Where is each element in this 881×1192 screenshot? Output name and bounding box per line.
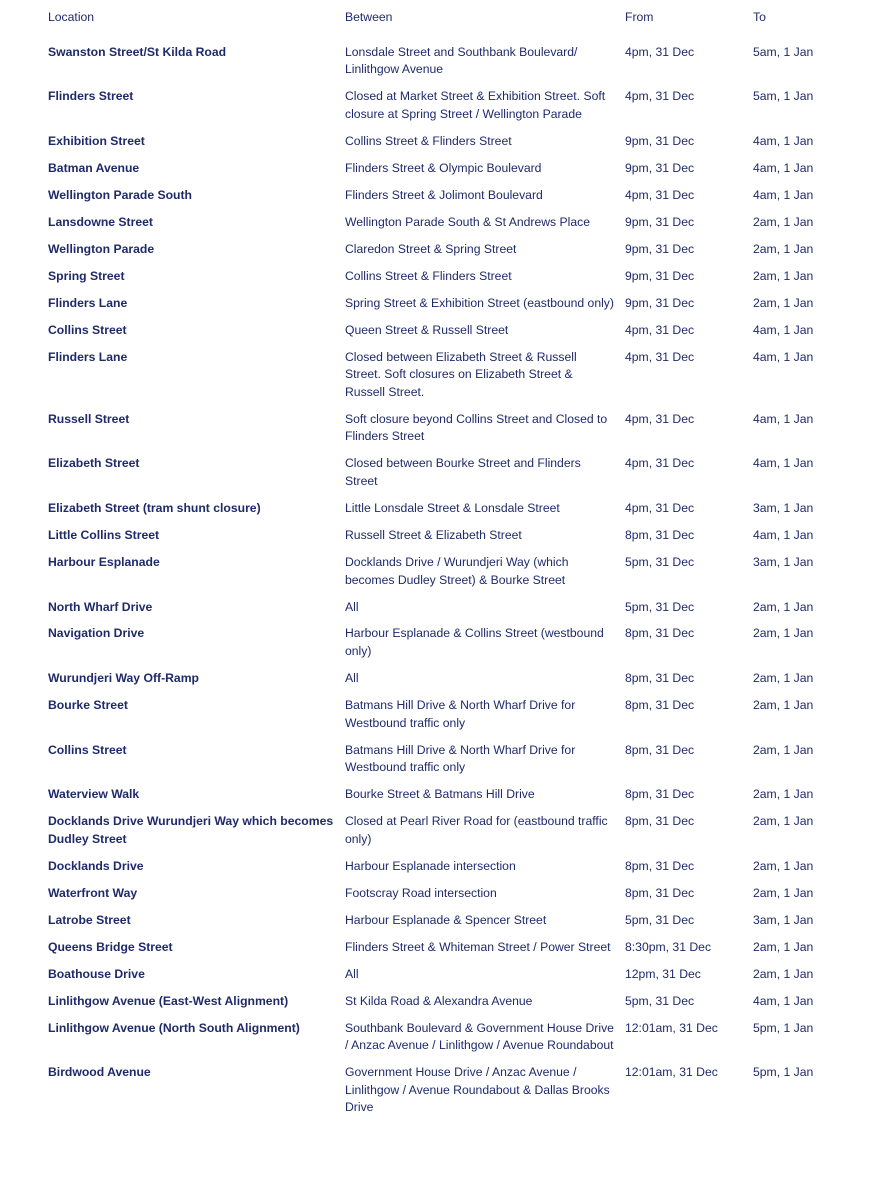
cell-between: Queen Street & Russell Street bbox=[345, 322, 509, 337]
cell-between: Collins Street & Flinders Street bbox=[345, 268, 512, 283]
table-row bbox=[48, 599, 848, 626]
cell-location: Waterview Walk bbox=[48, 787, 140, 802]
cell-to: 5am, 1 Jan bbox=[753, 44, 814, 59]
cell-from: 9pm, 31 Dec bbox=[625, 133, 695, 148]
cell-location: Linlithgow Avenue (North South Alignment) bbox=[48, 1020, 300, 1035]
cell-between: Government House Drive / Anzac Avenue / Linlithgow / Avenue Roundabout & Dallas Brooks Drive bbox=[345, 1065, 610, 1115]
cell-from: 9pm, 31 Dec bbox=[625, 160, 695, 175]
cell-from: 8pm, 31 Dec bbox=[625, 787, 695, 802]
cell-to: 4am, 1 Jan bbox=[753, 133, 814, 148]
table-row bbox=[48, 1064, 848, 1126]
cell-to: 5pm, 1 Jan bbox=[753, 1020, 814, 1035]
cell-from: 4pm, 31 Dec bbox=[625, 411, 695, 426]
column-header-location: Location bbox=[48, 10, 95, 24]
cell-to: 2am, 1 Jan bbox=[753, 599, 814, 614]
cell-between: Wellington Parade South & St Andrews Place bbox=[345, 214, 591, 229]
cell-location: Navigation Drive bbox=[48, 626, 145, 641]
cell-to: 2am, 1 Jan bbox=[753, 626, 814, 641]
cell-location: Queens Bridge Street bbox=[48, 939, 173, 954]
cell-to: 4am, 1 Jan bbox=[753, 411, 814, 426]
cell-from: 8pm, 31 Dec bbox=[625, 698, 695, 713]
cell-between: All bbox=[345, 966, 359, 981]
cell-location: Wurundjeri Way Off-Ramp bbox=[48, 671, 199, 686]
cell-location: Flinders Lane bbox=[48, 349, 128, 364]
cell-between: Claredon Street & Spring Street bbox=[345, 241, 517, 256]
cell-between: All bbox=[345, 599, 359, 614]
table-row bbox=[48, 813, 848, 858]
table-row bbox=[48, 349, 848, 411]
cell-from: 8pm, 31 Dec bbox=[625, 814, 695, 829]
cell-from: 8pm, 31 Dec bbox=[625, 858, 695, 873]
cell-to: 4am, 1 Jan bbox=[753, 993, 814, 1008]
table-row bbox=[48, 527, 848, 554]
table-row bbox=[48, 268, 848, 295]
cell-from: 12:01am, 31 Dec bbox=[625, 1065, 718, 1080]
cell-to: 4am, 1 Jan bbox=[753, 456, 814, 471]
table-row bbox=[48, 885, 848, 912]
cell-from: 4pm, 31 Dec bbox=[625, 187, 695, 202]
cell-location: Batman Avenue bbox=[48, 160, 140, 175]
cell-location: North Wharf Drive bbox=[48, 599, 153, 614]
cell-location: Docklands Drive bbox=[48, 858, 144, 873]
cell-from: 4pm, 31 Dec bbox=[625, 456, 695, 471]
cell-from: 5pm, 31 Dec bbox=[625, 554, 695, 569]
cell-from: 8pm, 31 Dec bbox=[625, 671, 695, 686]
cell-from: 8pm, 31 Dec bbox=[625, 742, 695, 757]
cell-to: 4am, 1 Jan bbox=[753, 187, 814, 202]
table-row bbox=[48, 455, 848, 500]
cell-between: Lonsdale Street and Southbank Boulevard/ Linlithgow Avenue bbox=[345, 44, 578, 77]
cell-from: 8pm, 31 Dec bbox=[625, 885, 695, 900]
road-closures-table bbox=[48, 8, 848, 1126]
table-row bbox=[48, 786, 848, 813]
cell-from: 4pm, 31 Dec bbox=[625, 44, 695, 59]
cell-between: Footscray Road intersection bbox=[345, 885, 497, 900]
table-row bbox=[48, 411, 848, 456]
cell-to: 2am, 1 Jan bbox=[753, 858, 814, 873]
cell-from: 8:30pm, 31 Dec bbox=[625, 939, 712, 954]
cell-location: Linlithgow Avenue (East-West Alignment) bbox=[48, 993, 289, 1008]
cell-to: 2am, 1 Jan bbox=[753, 787, 814, 802]
cell-location: Spring Street bbox=[48, 268, 125, 283]
cell-between: Russell Street & Elizabeth Street bbox=[345, 527, 522, 542]
table-row bbox=[48, 670, 848, 697]
cell-between: Southbank Boulevard & Government House Drive / Anzac Avenue / Linlithgow / Avenue Roundabout bbox=[345, 1020, 614, 1053]
table-header-row bbox=[48, 8, 848, 44]
cell-location: Docklands Drive Wurundjeri Way which becomes Dudley Street bbox=[48, 814, 334, 846]
cell-to: 5am, 1 Jan bbox=[753, 89, 814, 104]
cell-between: Soft closure beyond Collins Street and Closed to Flinders Street bbox=[345, 411, 608, 444]
table-row bbox=[48, 554, 848, 599]
cell-between: Closed between Elizabeth Street & Russell Street. Soft closures on Elizabeth Street & Russell Street. bbox=[345, 349, 577, 399]
table-row bbox=[48, 295, 848, 322]
cell-location: Collins Street bbox=[48, 742, 127, 757]
cell-from: 9pm, 31 Dec bbox=[625, 214, 695, 229]
cell-to: 2am, 1 Jan bbox=[753, 295, 814, 310]
cell-location: Bourke Street bbox=[48, 698, 128, 713]
cell-location: Latrobe Street bbox=[48, 912, 131, 927]
cell-between: All bbox=[345, 671, 359, 686]
cell-between: St Kilda Road & Alexandra Avenue bbox=[345, 993, 533, 1008]
cell-from: 5pm, 31 Dec bbox=[625, 993, 695, 1008]
column-header-to: To bbox=[753, 10, 766, 24]
cell-to: 2am, 1 Jan bbox=[753, 742, 814, 757]
column-header-from: From bbox=[625, 10, 654, 24]
cell-to: 2am, 1 Jan bbox=[753, 966, 814, 981]
table-row bbox=[48, 322, 848, 349]
cell-between: Closed at Pearl River Road for (eastbound traffic only) bbox=[345, 814, 608, 846]
cell-from: 12:01am, 31 Dec bbox=[625, 1020, 718, 1035]
cell-between: Harbour Esplanade intersection bbox=[345, 858, 516, 873]
cell-to: 2am, 1 Jan bbox=[753, 214, 814, 229]
cell-from: 4pm, 31 Dec bbox=[625, 349, 695, 364]
cell-between: Flinders Street & Jolimont Boulevard bbox=[345, 187, 543, 202]
cell-location: Wellington Parade South bbox=[48, 187, 193, 202]
cell-between: Harbour Esplanade & Collins Street (westbound only) bbox=[345, 626, 604, 659]
cell-location: Lansdowne Street bbox=[48, 214, 153, 229]
cell-location: Little Collins Street bbox=[48, 527, 160, 542]
cell-to: 3am, 1 Jan bbox=[753, 554, 814, 569]
cell-to: 2am, 1 Jan bbox=[753, 814, 814, 829]
cell-location: Russell Street bbox=[48, 411, 130, 426]
cell-between: Batmans Hill Drive & North Wharf Drive for Westbound traffic only bbox=[345, 698, 576, 730]
cell-location: Flinders Street bbox=[48, 89, 134, 104]
cell-to: 5pm, 1 Jan bbox=[753, 1065, 814, 1080]
cell-from: 4pm, 31 Dec bbox=[625, 89, 695, 104]
cell-location: Swanston Street/St Kilda Road bbox=[48, 44, 227, 59]
cell-location: Wellington Parade bbox=[48, 241, 155, 256]
cell-to: 4am, 1 Jan bbox=[753, 160, 814, 175]
cell-between: Bourke Street & Batmans Hill Drive bbox=[345, 787, 535, 802]
cell-location: Elizabeth Street bbox=[48, 456, 140, 471]
cell-between: Closed at Market Street & Exhibition Street. Soft closure at Spring Street / Wellington Parade bbox=[345, 89, 606, 121]
cell-to: 2am, 1 Jan bbox=[753, 241, 814, 256]
cell-between: Closed between Bourke Street and Flinders Street bbox=[345, 456, 581, 488]
table-row bbox=[48, 993, 848, 1020]
table-row bbox=[48, 1020, 848, 1065]
cell-location: Waterfront Way bbox=[48, 885, 138, 900]
cell-to: 2am, 1 Jan bbox=[753, 698, 814, 713]
cell-location: Harbour Esplanade bbox=[48, 554, 160, 569]
cell-between: Flinders Street & Whiteman Street / Power Street bbox=[345, 939, 611, 954]
cell-between: Flinders Street & Olympic Boulevard bbox=[345, 160, 542, 175]
cell-between: Little Lonsdale Street & Lonsdale Street bbox=[345, 500, 560, 515]
cell-from: 5pm, 31 Dec bbox=[625, 912, 695, 927]
cell-from: 5pm, 31 Dec bbox=[625, 599, 695, 614]
table-row bbox=[48, 214, 848, 241]
cell-to: 2am, 1 Jan bbox=[753, 671, 814, 686]
cell-from: 12pm, 31 Dec bbox=[625, 966, 701, 981]
cell-from: 9pm, 31 Dec bbox=[625, 241, 695, 256]
table-row bbox=[48, 912, 848, 939]
cell-to: 3am, 1 Jan bbox=[753, 912, 814, 927]
cell-from: 8pm, 31 Dec bbox=[625, 527, 695, 542]
cell-between: Harbour Esplanade & Spencer Street bbox=[345, 912, 547, 927]
cell-from: 8pm, 31 Dec bbox=[625, 626, 695, 641]
cell-location: Elizabeth Street (tram shunt closure) bbox=[48, 500, 261, 515]
cell-location: Exhibition Street bbox=[48, 133, 145, 148]
table-row bbox=[48, 88, 848, 133]
cell-to: 4am, 1 Jan bbox=[753, 527, 814, 542]
cell-location: Birdwood Avenue bbox=[48, 1065, 151, 1080]
cell-between: Collins Street & Flinders Street bbox=[345, 133, 512, 148]
cell-between: Docklands Drive / Wurundjeri Way (which becomes Dudley Street) & Bourke Street bbox=[345, 554, 569, 587]
cell-location: Boathouse Drive bbox=[48, 966, 145, 981]
table-row bbox=[48, 858, 848, 885]
cell-to: 4am, 1 Jan bbox=[753, 322, 814, 337]
table-row bbox=[48, 742, 848, 787]
cell-from: 9pm, 31 Dec bbox=[625, 295, 695, 310]
table-row bbox=[48, 966, 848, 993]
table-row bbox=[48, 697, 848, 742]
cell-between: Spring Street & Exhibition Street (eastbound only) bbox=[345, 295, 614, 310]
table-row bbox=[48, 187, 848, 214]
cell-to: 2am, 1 Jan bbox=[753, 939, 814, 954]
cell-from: 4pm, 31 Dec bbox=[625, 322, 695, 337]
cell-location: Collins Street bbox=[48, 322, 127, 337]
table-row bbox=[48, 133, 848, 160]
table-row bbox=[48, 160, 848, 187]
cell-to: 4am, 1 Jan bbox=[753, 349, 814, 364]
cell-between: Batmans Hill Drive & North Wharf Drive for Westbound traffic only bbox=[345, 742, 576, 775]
cell-from: 9pm, 31 Dec bbox=[625, 268, 695, 283]
column-header-between: Between bbox=[345, 10, 393, 24]
cell-to: 2am, 1 Jan bbox=[753, 268, 814, 283]
table-row bbox=[48, 241, 848, 268]
cell-to: 3am, 1 Jan bbox=[753, 500, 814, 515]
table-row bbox=[48, 625, 848, 670]
table-row bbox=[48, 939, 848, 966]
cell-location: Flinders Lane bbox=[48, 295, 128, 310]
table-row bbox=[48, 500, 848, 527]
cell-to: 2am, 1 Jan bbox=[753, 885, 814, 900]
table-row bbox=[48, 44, 848, 89]
cell-from: 4pm, 31 Dec bbox=[625, 500, 695, 515]
